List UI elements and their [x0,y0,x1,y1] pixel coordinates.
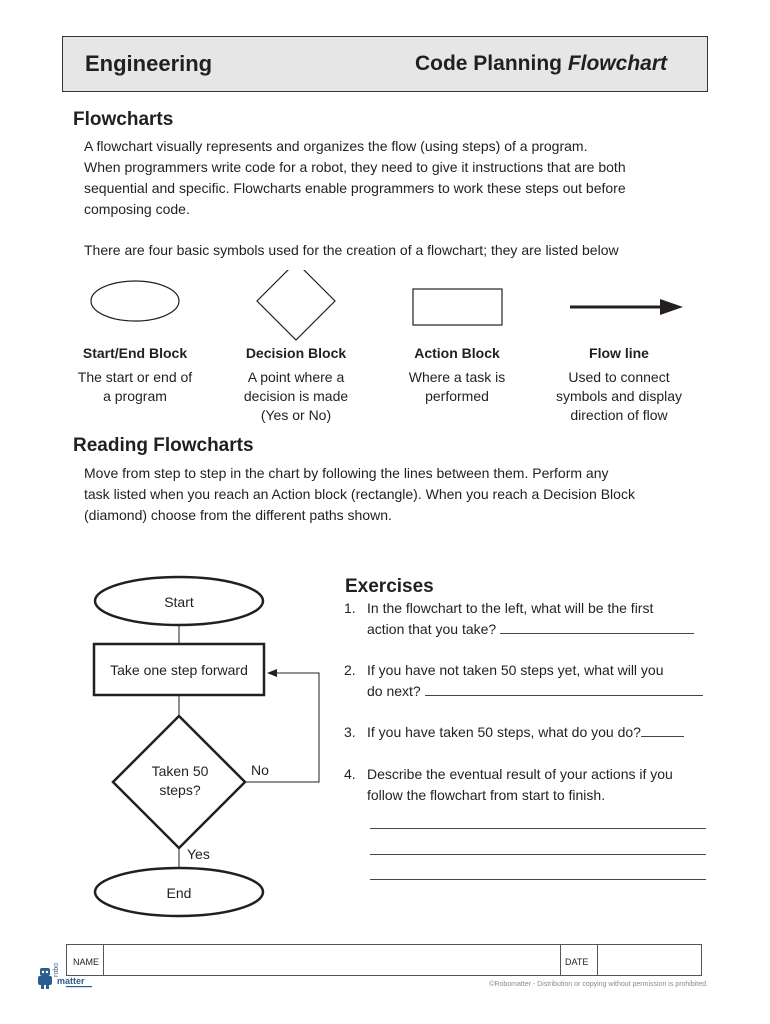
symbol-title-start-end: Start/End Block [82,345,188,361]
name-label: NAME [73,957,100,967]
flow-line-arrowhead [660,299,683,315]
flowchart-yes-label: Yes [187,846,210,862]
exercise-3: 3. If you have taken 50 steps, what do you do? [344,722,714,743]
exercise-1-answer-line[interactable] [500,620,694,634]
example-flowchart [0,570,340,930]
flowcharts-heading: Flowcharts [73,109,174,130]
flowchart-end-label: End [166,885,192,901]
symbol-desc-decision: A point where a decision is made (Yes or No) [243,369,349,423]
name-date-bar [66,944,702,976]
flowchart-no-label: No [251,762,269,778]
robomatter-logo [36,962,96,990]
symbol-shapes [0,270,770,350]
name-field[interactable] [104,945,560,975]
exercises-heading: Exercises [345,576,434,597]
exercise-2-answer-line[interactable] [425,682,703,696]
symbol-desc-action: Where a task is performed [408,369,506,404]
exercise-4: 4. Describe the eventual result of your actions if you follow the flowchart from start to finish. [344,766,673,803]
exercise-3-answer-line[interactable] [641,723,684,737]
exercise-4-answer-line-3[interactable] [370,879,706,880]
worksheet-title: Code Planning Flowchart [414,52,667,75]
copyright-notice: ©Robomatter - Distribution or copying without permission is prohibited. [489,981,708,988]
flowchart-action-label: Take one step forward [110,662,248,678]
symbol-title-action: Action Block [414,345,500,361]
action-symbol [413,289,502,325]
symbol-desc-start-end: The start or end of a program [77,369,193,404]
logo-text: matter [57,976,85,986]
reading-flowcharts-heading: Reading Flowcharts [73,435,254,456]
decision-symbol [257,270,335,340]
flowcharts-intro: A flowchart visually represents and organizes the flow (using steps) of a program. When programmers write code for a robot, they need to give it instructions that are both sequential and specific. Flowcharts enable programmers to work these steps out before composing code. [84,138,626,217]
worksheet-header [62,36,708,92]
symbol-title-decision: Decision Block [245,345,347,361]
exercise-1: 1. In the flowchart to the left, what will be the first action that you take? [344,598,714,640]
exercise-4-answer-line-1[interactable] [370,828,706,829]
date-field[interactable] [598,945,701,975]
symbol-desc-flow-line: Used to connect symbols and display direction of flow [555,369,683,423]
symbol-title-flow-line: Flow line [589,345,649,361]
start-end-symbol [91,281,179,321]
flowchart-decision-label: Taken 50 steps? [151,763,209,798]
flowchart-start-label: Start [164,594,194,610]
logo-text-top: robo [53,962,60,977]
reading-flowcharts-text: Move from step to step in the chart by following the lines between them. Perform any task listed when you reach an Action block (rectangle). When you reach a Decision Block (diamond) choose from the different paths shown. [84,465,635,523]
exercise-2: 2. If you have not taken 50 steps yet, what will you do next? [344,660,714,702]
symbols-intro: There are four basic symbols used for the creation of a flowchart; they are listed below [84,242,619,258]
exercise-4-answer-line-2[interactable] [370,854,706,855]
date-label: DATE [565,957,589,967]
subject-title: Engineering [85,51,213,76]
